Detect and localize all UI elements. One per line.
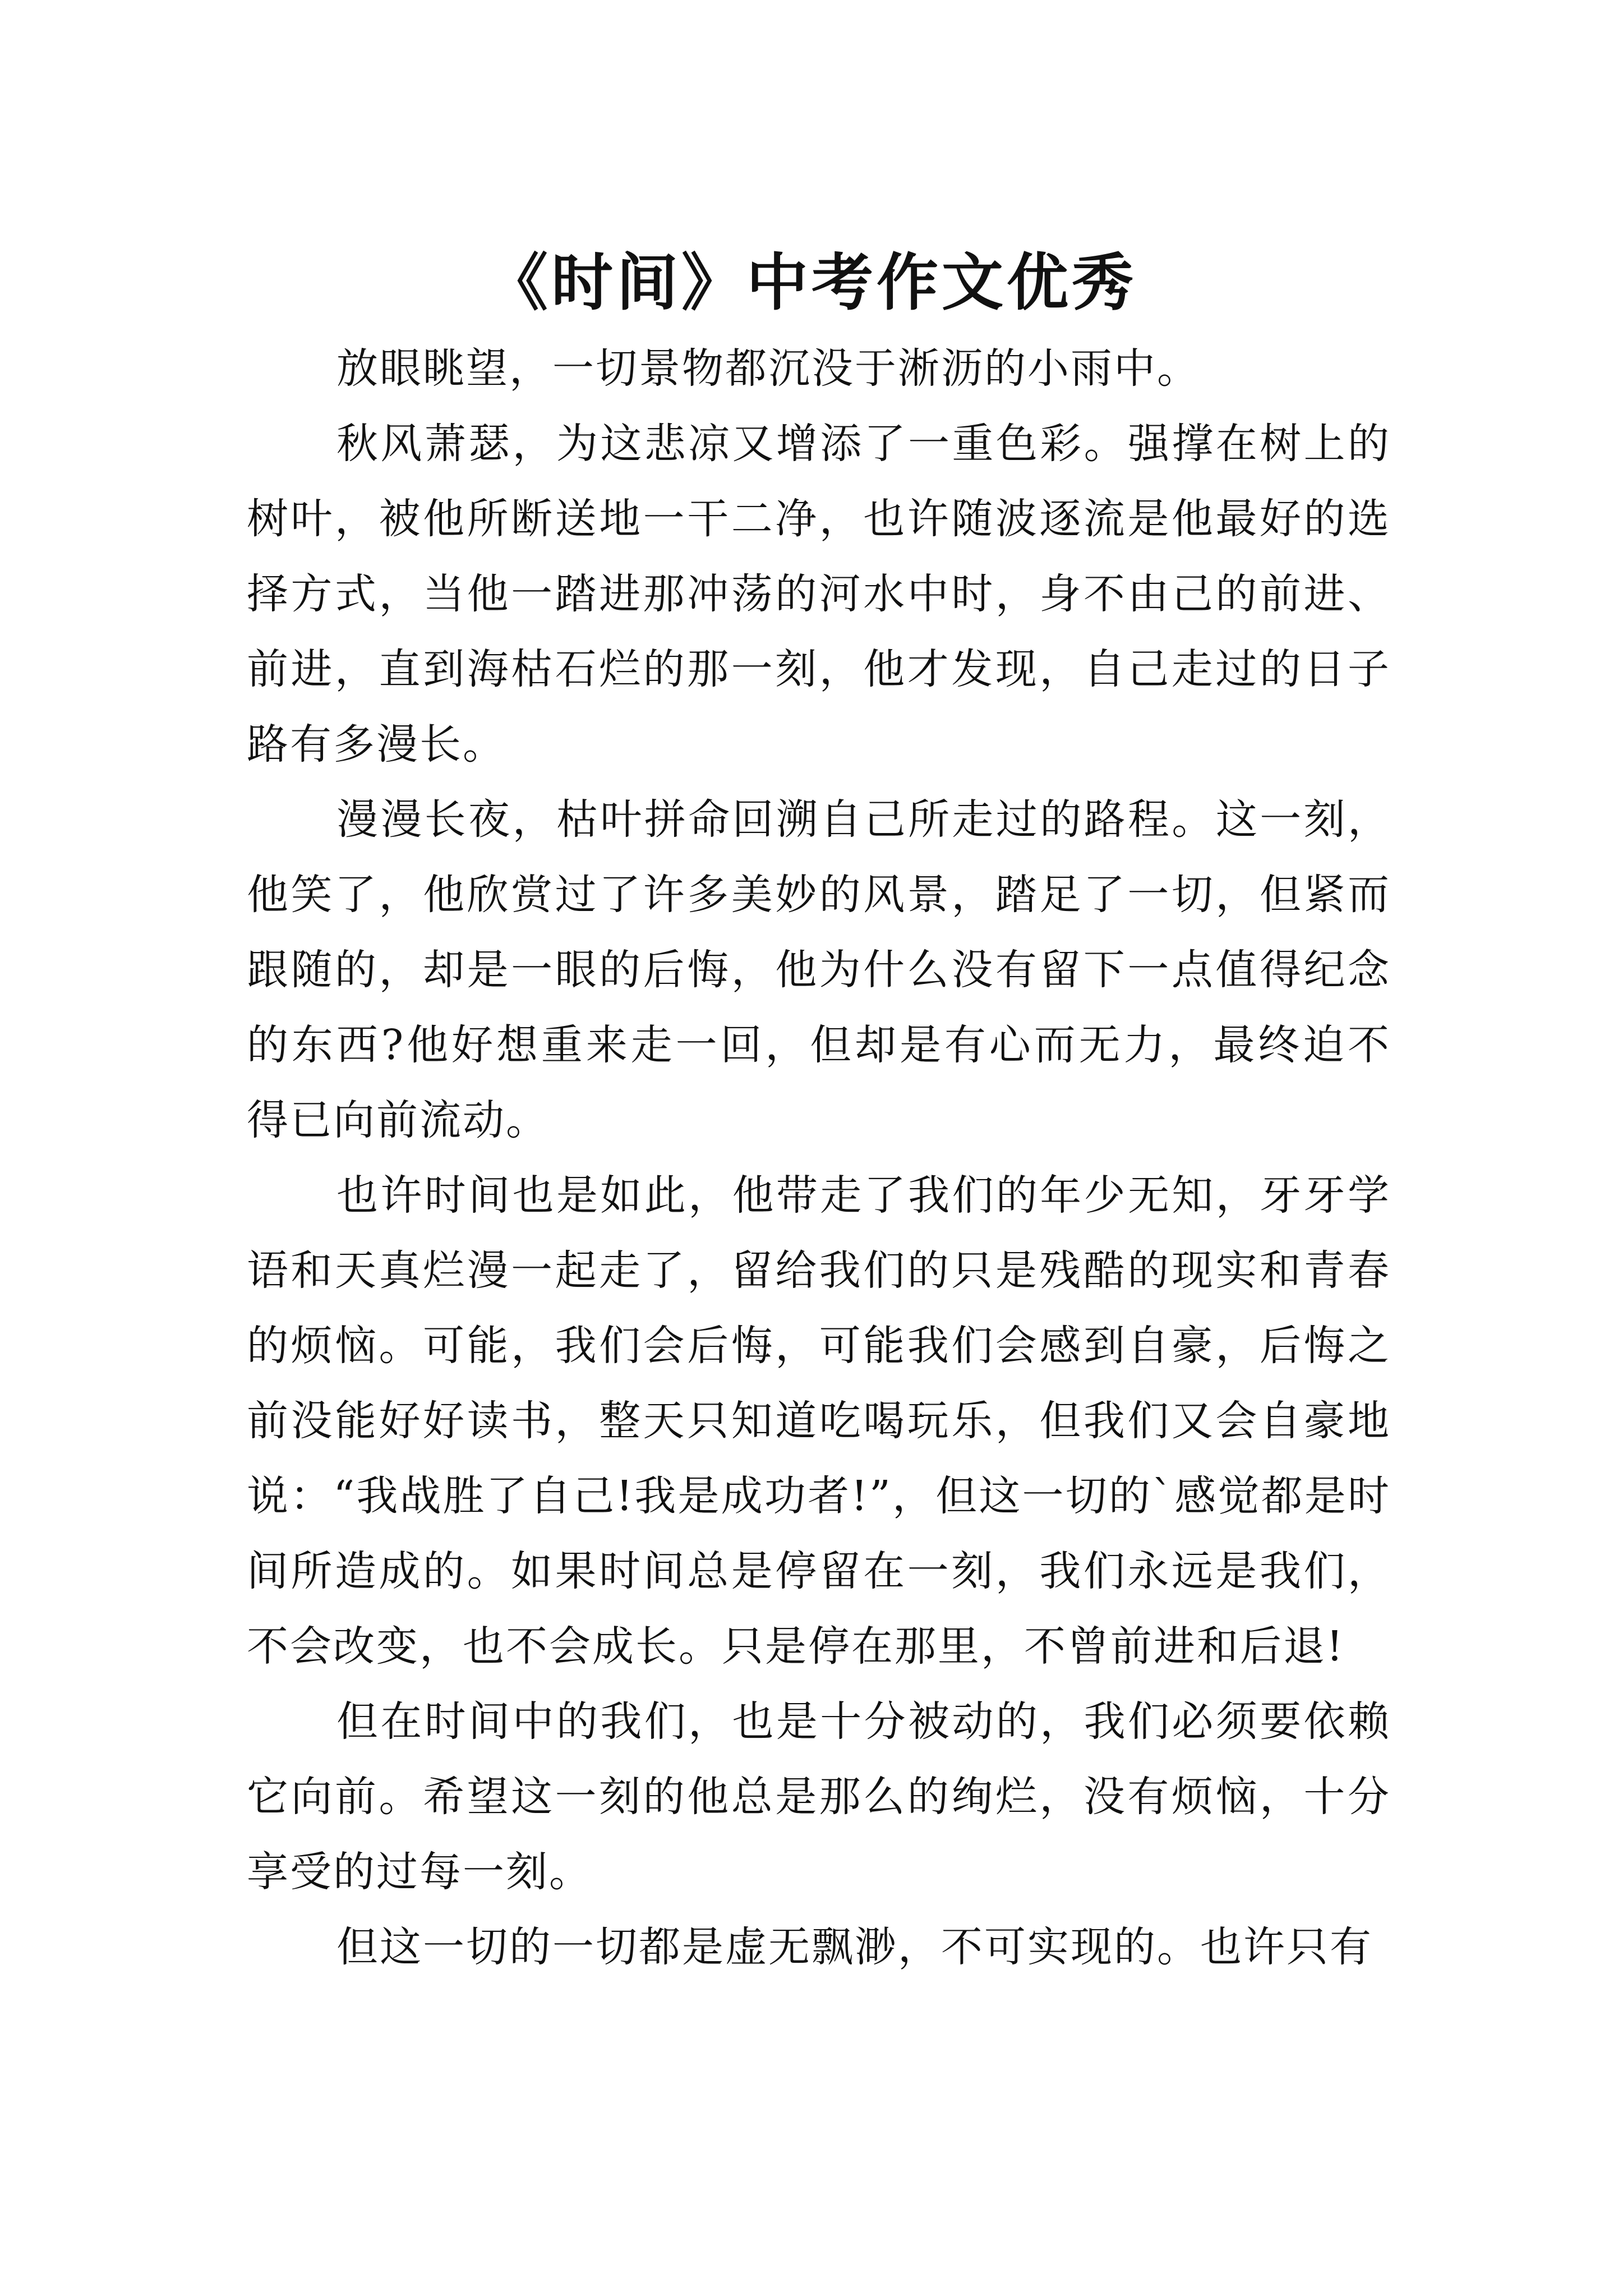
paragraph: 也许时间也是如此，他带走了我们的年少无知，牙牙学语和天真烂漫一起走了，留给我们的只是残酷的现实和青春的烦恼。可能，我们会后悔，可能我们会感到自豪，后悔之前没能好好读书，整天只知道吃喝玩乐，但我们又会自豪地说：“我战胜了自己!我是成功者!”，但这一切的`感觉都是时间所造成的。如果时间总是停留在一刻，我们永远是我们，不会改变，也不会成长。只是停在那里，不曾前进和后退!	[247, 1171, 1391, 1671]
paragraph: 秋风萧瑟，为这悲凉又增添了一重色彩。强撑在树上的树叶，被他所断送地一干二净，也许随波逐流是他最好的选择方式，当他一踏进那冲荡的河水中时，身不由己的前进、前进，直到海枯石烂的那一刻，他才发现，自己走过的日子路有多漫长。	[247, 420, 1391, 769]
document-body	[247, 331, 1391, 1985]
document-title: 《时间》中考作文优秀	[486, 246, 1137, 319]
paragraph: 但在时间中的我们，也是十分被动的，我们必须要依赖它向前。希望这一刻的他总是那么的绚烂，没有烦恼，十分享受的过每一刻。	[247, 1697, 1391, 1896]
paragraph: 但这一切的一切都是虚无飘渺，不可实现的。也许只有	[336, 1923, 1373, 1971]
paragraph: 漫漫长夜，枯叶拼命回溯自己所走过的路程。这一刻，他笑了，他欣赏过了许多美妙的风景，踏足了一切，但紧而跟随的，却是一眼的后悔，他为什么没有留下一点值得纪念的东西?他好想重来走一回，但却是有心而无力，最终迫不得已向前流动。	[247, 795, 1391, 1144]
paragraph: 放眼眺望，一切景物都沉没于淅沥的小雨中。	[336, 344, 1200, 393]
